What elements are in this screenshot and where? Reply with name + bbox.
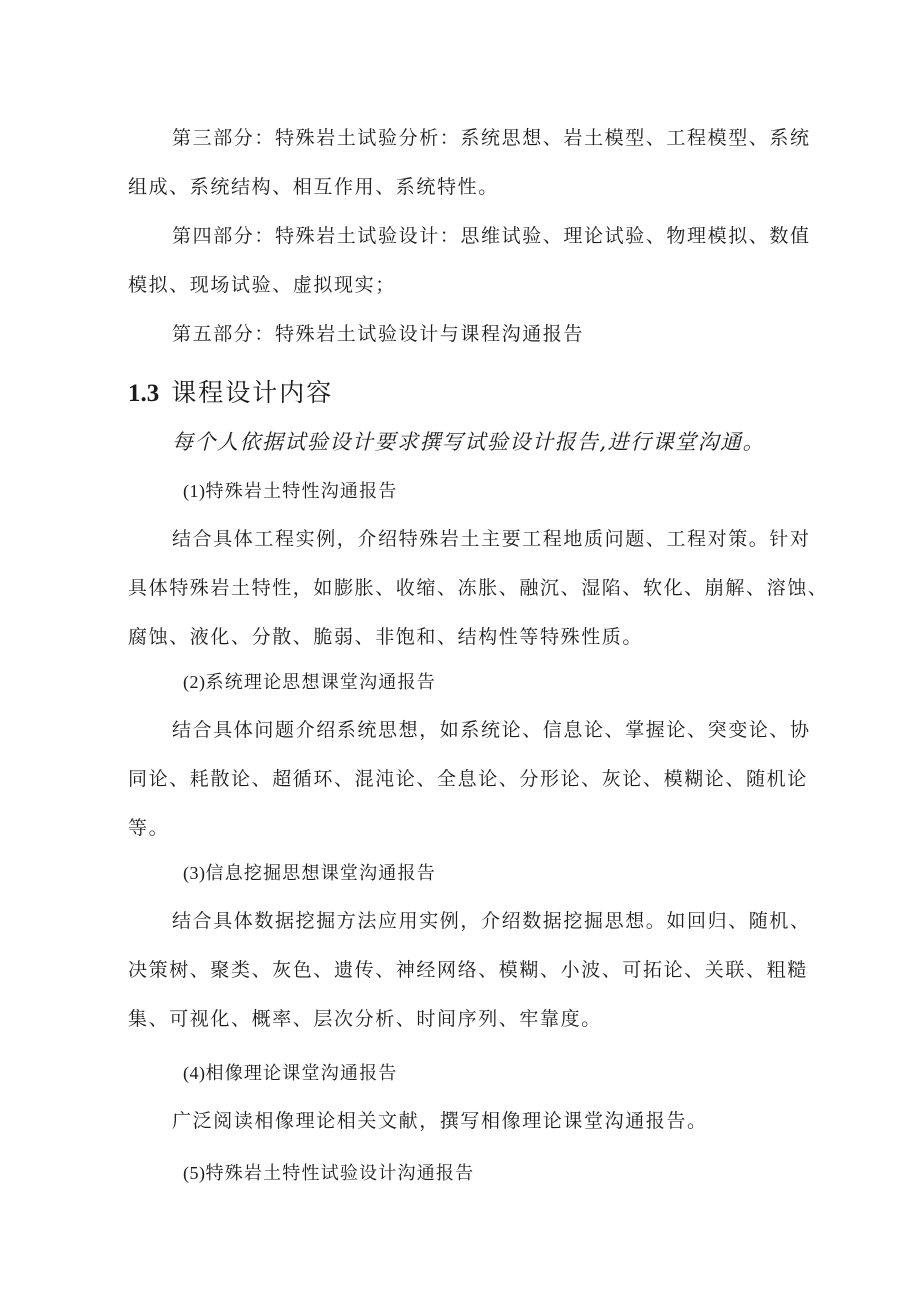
subsection-3-heading: [183, 861, 436, 886]
subsection-3-body-line-2: 决策树、聚类、灰色、遗传、神经网络、模糊、小波、可拓论、关联、粗糙: [128, 959, 808, 981]
subsection-2-body-line-1: 结合具体问题介绍系统思想，如系统论、信息论、掌握论、突变论、协: [172, 719, 811, 741]
subsection-5-heading: [183, 1161, 474, 1186]
part-five-line-1: 第五部分：特殊岩土试验设计与课程沟通报告: [172, 323, 585, 345]
subsection-2-body-line-2: 同论、耗散论、超循环、混沌论、全息论、分形论、灰论、模糊论、随机论: [128, 768, 808, 790]
section-number: 1.3: [128, 380, 160, 407]
subsection-2-body-line-3: 等。: [128, 817, 170, 839]
part-three-line-1: 第三部分：特殊岩土试验分析：系统思想、岩土模型、工程模型、系统: [172, 127, 811, 149]
subsection-5-number: (5): [183, 1163, 206, 1183]
part-three-line-2: 组成、系统结构、相互作用、系统特性。: [128, 176, 499, 198]
subsection-3-body-line-1: 结合具体数据挖掘方法应用实例，介绍数据挖掘思想。如回归、随机、: [172, 910, 811, 932]
section-title: 课程设计内容: [171, 378, 334, 407]
subsection-1-heading: [183, 479, 398, 504]
subsection-4-title: 相像理论课堂沟通报告: [205, 1063, 398, 1084]
part-four-line-2: 模拟、现场试验、虚拟现实；: [128, 274, 396, 296]
subsection-3-body-line-3: 集、可视化、概率、层次分析、时间序列、牢靠度。: [128, 1008, 602, 1030]
subsection-2-heading: [183, 670, 436, 695]
subsection-1-body-line-3: 腐蚀、液化、分散、脆弱、非饱和、结构性等特殊性质。: [128, 626, 644, 648]
subsection-1-title: 特殊岩土特性沟通报告: [205, 481, 398, 502]
section-heading: [128, 377, 333, 410]
subsection-5-title: 特殊岩土特性试验设计沟通报告: [205, 1163, 475, 1184]
section-intro: 每个人依据试验设计要求撰写试验设计报告,进行课堂沟通。: [172, 430, 766, 454]
subsection-4-number: (4): [183, 1063, 206, 1083]
subsection-2-number: (2): [183, 672, 206, 692]
subsection-1-body-line-2: 具体特殊岩土特性，如膨胀、收缩、冻胀、融沉、湿陷、软化、崩解、溶蚀、: [128, 577, 829, 599]
subsection-1-body-line-1: 结合具体工程实例，介绍特殊岩土主要工程地质问题、工程对策。针对: [172, 528, 811, 550]
subsection-2-title: 系统理论思想课堂沟通报告: [205, 672, 436, 693]
subsection-4-body-line-1: 广泛阅读相像理论相关文献，撰写相像理论课堂沟通报告。: [172, 1110, 708, 1132]
subsection-3-number: (3): [183, 863, 206, 883]
part-four-line-1: 第四部分：特殊岩土试验设计：思维试验、理论试验、物理模拟、数值: [172, 225, 811, 247]
subsection-4-heading: [183, 1061, 398, 1086]
subsection-3-title: 信息挖掘思想课堂沟通报告: [205, 863, 436, 884]
subsection-1-number: (1): [183, 481, 206, 501]
